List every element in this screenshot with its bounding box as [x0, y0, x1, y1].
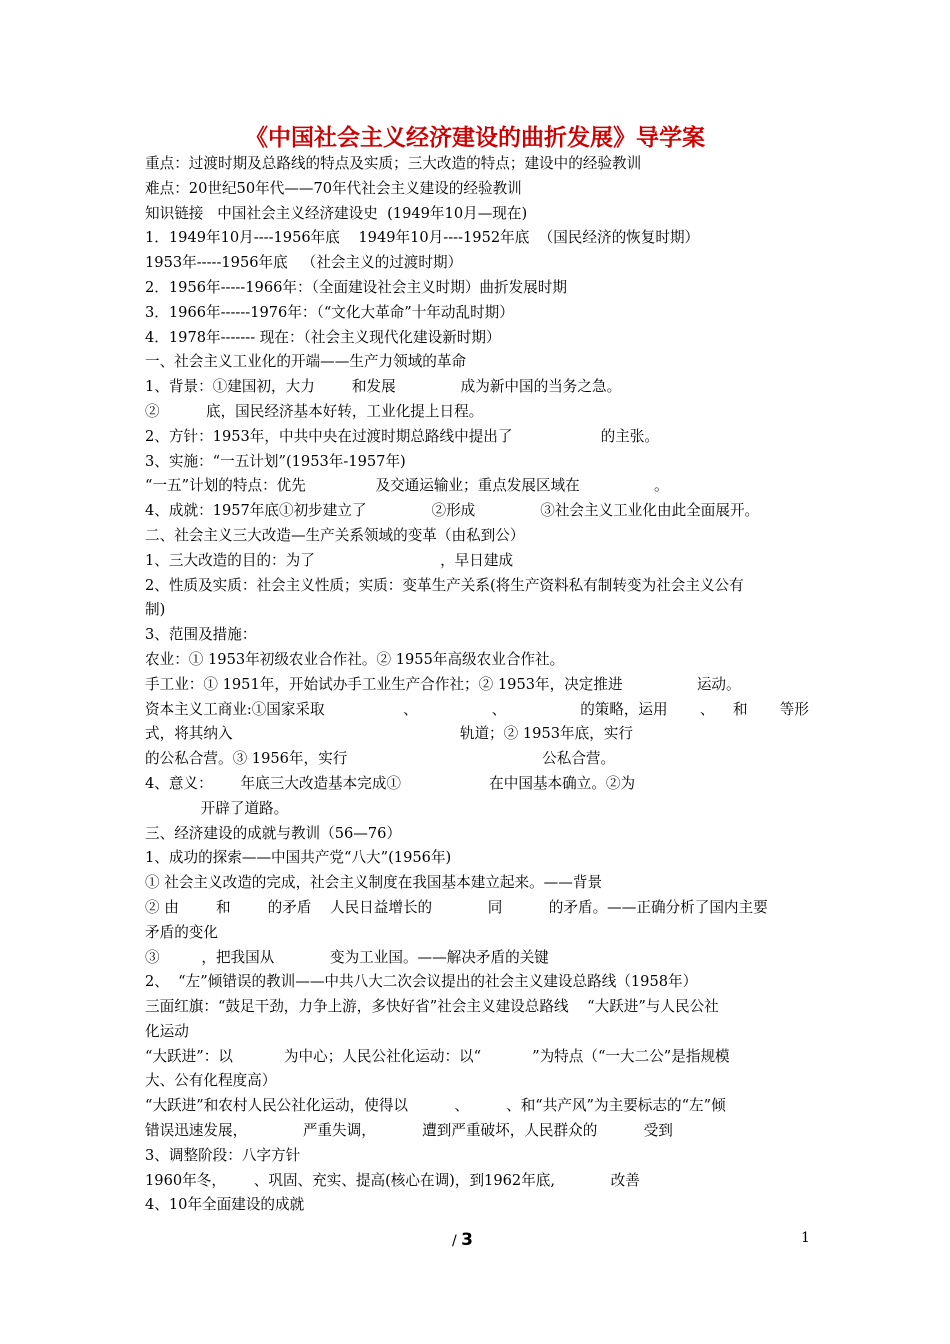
- text-line: 4．1978年------- 现在：（社会主义现代化建设新时期）: [145, 328, 501, 346]
- text-line: “一五”计划的特点：优先 及交通运输业；重点发展区域在 。: [145, 477, 669, 495]
- text-line: 难点：20世纪50年代——70年代社会主义建设的经验教训: [145, 179, 522, 197]
- text-line: 大、公有化程度高）: [145, 1072, 277, 1090]
- text-line: 2、 “左”倾错误的教训——中共八大二次会议提出的社会主义建设总路线（1958年）: [145, 973, 698, 991]
- document-body: [145, 152, 809, 1218]
- text-line: 3．1966年------1976年：（“文化大革命”十年动乱时期）: [145, 303, 514, 321]
- text-line: 2、方针：1953年，中共中央在过渡时期总路线中提出了 的主张。: [145, 427, 660, 445]
- page-total: [452, 1230, 473, 1250]
- text-line: 4、10年全面建设的成就: [145, 1196, 305, 1214]
- text-line: 3、范围及措施：: [145, 626, 257, 644]
- text-line: 1、成功的探索——中国共产党“八大”(1956年): [145, 849, 452, 867]
- text-line: 3、调整阶段：八字方针: [145, 1146, 301, 1164]
- text-line: 2、性质及实质：社会主义性质；实质：变革生产关系(将生产资料私有制转变为社会主义公有: [145, 576, 744, 594]
- text-line: 4、意义： 年底三大改造基本完成① 在中国基本确立。②为: [145, 774, 636, 792]
- text-line: 二、社会主义三大改造—生产关系领域的变革（由私到公）: [145, 526, 525, 544]
- text-line: 三、经济建设的成就与教训（56—76）: [145, 824, 402, 842]
- text-line: 开辟了道路。: [145, 799, 289, 817]
- text-line: 1、三大改造的目的：为了 ，早日建成: [145, 551, 514, 569]
- text-line: 一、社会主义工业化的开端——生产力领域的革命: [145, 353, 467, 371]
- text-line: 式，将其纳入 轨道；② 1953年底，实行: [145, 725, 633, 743]
- text-line: 2．1956年-----1966年：（全面建设社会主义时期）曲折发展时期: [145, 278, 567, 296]
- total-pages: 3: [461, 1230, 474, 1250]
- text-line: ② 底，国民经济基本好转，工业化提上日程。: [145, 402, 484, 420]
- text-line: 1、背景：①建国初，大力 和发展 成为新中国的当务之急。: [145, 378, 622, 396]
- text-line: 农业：① 1953年初级农业合作社。② 1955年高级农业合作社。: [145, 650, 565, 668]
- text-line: 4、成就：1957年底①初步建立了 ②形成 ③社会主义工业化由此全面展开。: [145, 502, 760, 520]
- text-line: 矛盾的变化: [145, 923, 218, 941]
- document-title: 《中国社会主义经济建设的曲折发展》导学案: [245, 125, 705, 151]
- text-line: 化运动: [145, 1022, 189, 1040]
- text-line: 制): [145, 601, 166, 619]
- text-line: 1960年冬， 、巩固、充实、提高(核心在调)，到1962年底, 改善: [145, 1171, 640, 1189]
- text-line: 1．1949年10月----1956年底 1949年10月----1952年底 （国民经济的恢复时期）: [145, 229, 700, 247]
- text-line: 手工业：① 1951年，开始试办手工业生产合作社；② 1953年，决定推进 运动。: [145, 675, 741, 693]
- text-line: ③ ，把我国从 变为工业国。——解决矛盾的关键: [145, 948, 549, 966]
- text-line: 重点：过渡时期及总路线的特点及实质；三大改造的特点；建设中的经验教训: [145, 155, 642, 172]
- text-line: 的公私合营。③ 1956年，实行 公私合营。: [145, 750, 616, 768]
- text-line: 三面红旗：“鼓足干劲，力争上游，多快好省”社会主义建设总路线 “大跃进”与人民公社: [145, 998, 719, 1016]
- text-line: 3、实施：“一五计划”(1953年-1957年): [145, 452, 406, 470]
- page-number: 1: [801, 1230, 810, 1246]
- text-line: “大跃进”：以 为中心；人民公社化运动：以“ ”为特点（“一大二公”是指规模: [145, 1047, 730, 1065]
- text-line: ② 由 和 的矛盾 人民日益增长的 同 的矛盾。——正确分析了国内主要: [145, 898, 768, 916]
- text-line: ① 社会主义改造的完成，社会主义制度在我国基本建立起来。——背景: [145, 874, 603, 892]
- text-line: 错误迅速发展， 严重失调， 遭到严重破坏，人民群众的 受到: [145, 1122, 673, 1140]
- text-line: 1953年-----1956年底 （社会主义的过渡时期）: [145, 254, 463, 272]
- page-separator: /: [452, 1233, 457, 1249]
- text-line: “大跃进”和农村人民公社化运动，使得以 、 、和“共产风”为主要标志的“左”倾: [145, 1097, 726, 1115]
- text-line: 资本主义工商业:①国家采取 、 、 的策略，运用 、 和 等形: [145, 700, 809, 718]
- text-line: 知识链接 中国社会主义经济建设史 (1949年10月—现在): [145, 204, 528, 222]
